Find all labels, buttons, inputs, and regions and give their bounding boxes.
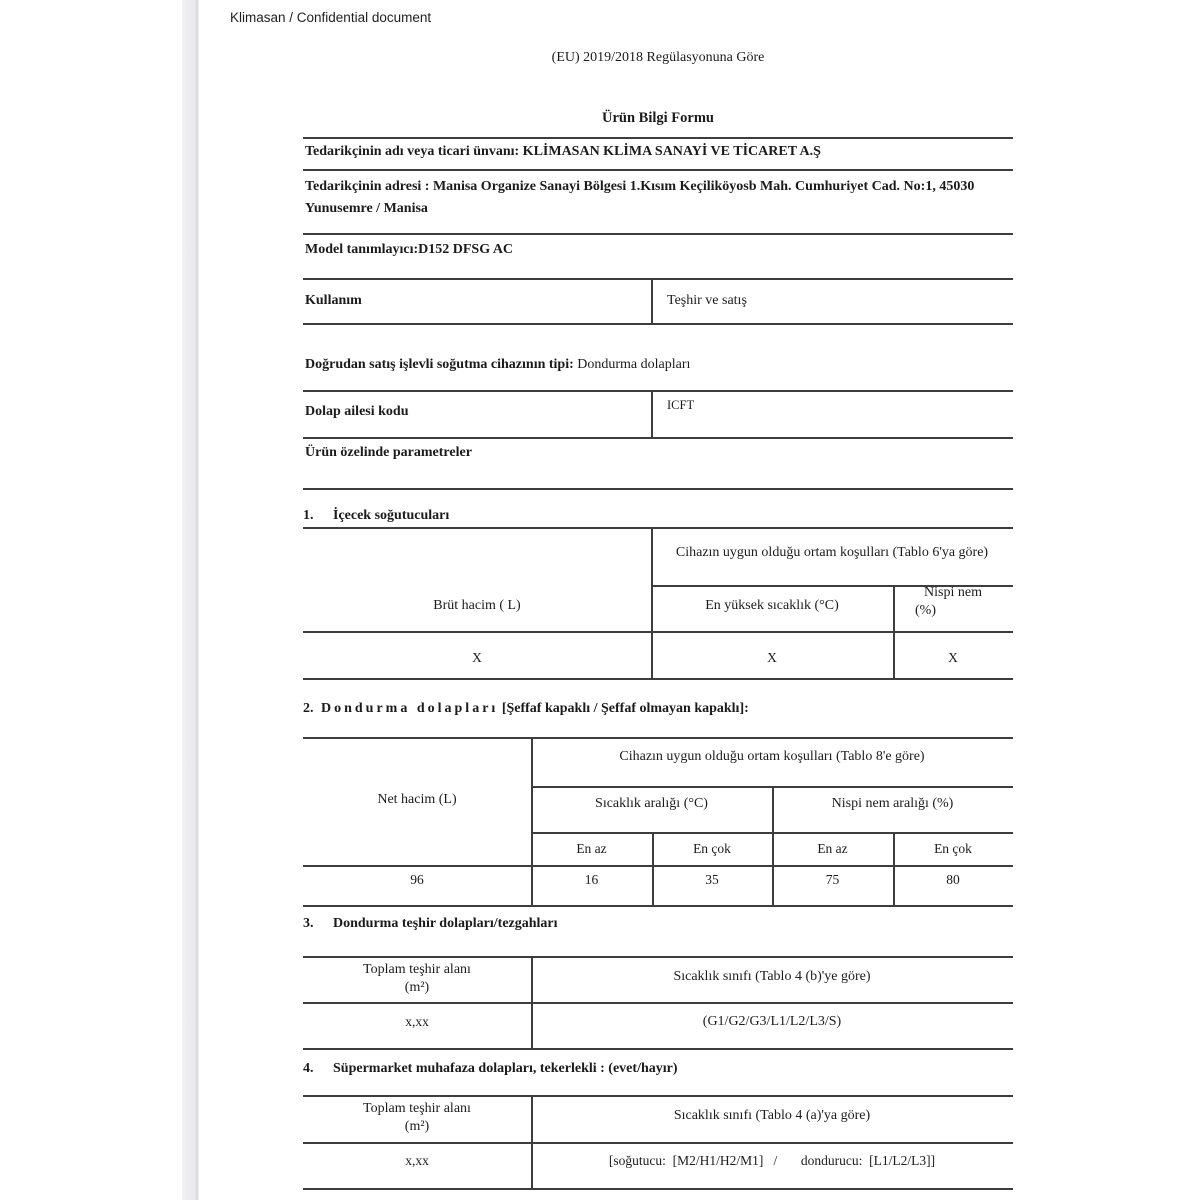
s2-hum-max-header: En çok (934, 841, 972, 856)
s2-value-temp-max: 35 (705, 872, 719, 887)
s4-display-area-header (303, 1100, 531, 1136)
section3-heading: Dondurma teşhir dolapları/tezgahları (333, 916, 558, 931)
table-rule (303, 1095, 1013, 1097)
s1-humidity-header (893, 584, 1013, 620)
s2-temp-min-header: En az (576, 841, 607, 856)
table-rule (303, 905, 1013, 907)
s2-value-temp-min: 16 (584, 872, 599, 887)
s2-humidity-range-header: Nispi nem aralığı (%) (831, 796, 954, 811)
section4-number: 4. (303, 1061, 314, 1076)
section2-heading-spaced: Dondurma dolapları (321, 701, 499, 716)
s2-hum-min-header: En az (817, 841, 848, 856)
s1-value-max-temp: X (767, 650, 777, 665)
model-identifier-row: Model tanımlayıcı:D152 DFSG AC (305, 242, 514, 257)
s4-display-area-line1: Toplam teşhir alanı (363, 1101, 471, 1116)
section2-heading-rest: [Şeffaf kapaklı / Şeffaf olmayan kapaklı]: (501, 701, 749, 716)
table-rule (303, 1142, 1013, 1144)
page-gutter-strip (182, 0, 199, 1200)
table-rule (303, 233, 1013, 235)
s3-value-display-area: x,xx (405, 1014, 429, 1029)
page-title: Ürün Bilgi Formu (602, 110, 714, 126)
table-rule (303, 1002, 1013, 1004)
supplier-name-row: Tedarikçinin adı veya ticari ünvanı: KLİMASAN KLİMA SANAYİ VE TİCARET A.Ş (305, 144, 821, 159)
s2-value-hum-min: 75 (825, 872, 840, 887)
device-type-label: Doğrudan satış işlevli soğutma cihazının tipi: (305, 357, 574, 372)
table-rule (651, 278, 653, 323)
s4-value-temp-class: [soğutucu: [M2/H1/H2/M1] / dondurucu: [L1/L2/L3]] (608, 1153, 936, 1168)
s2-ambient-conditions-header: Cihazın uygun olduğu ortam koşulları (Tablo 8'e göre) (619, 749, 925, 764)
table-rule (303, 1048, 1013, 1050)
table-rule (303, 527, 1013, 529)
s2-value-net-volume: 96 (410, 872, 424, 887)
table-rule (303, 488, 1013, 490)
section2-number: 2. (303, 701, 314, 716)
table-rule (303, 137, 1013, 139)
s1-ambient-conditions-header: Cihazın uygun olduğu ortam koşulları (Tablo 6'ya göre) (675, 545, 989, 560)
s2-net-volume-header: Net hacim (L) (377, 792, 457, 807)
table-rule (303, 1188, 1013, 1190)
params-heading: Ürün özelinde parametreler (305, 445, 472, 460)
table-rule (303, 278, 1013, 280)
table-rule (651, 390, 653, 437)
s2-temp-range-header: Sıcaklık aralığı (°C) (595, 796, 708, 811)
table-rule (303, 390, 1013, 392)
table-rule (303, 678, 1013, 680)
confidential-header: Klimasan / Confidential document (230, 10, 432, 25)
usage-label-cell: Kullanım (305, 293, 362, 308)
regulation-subtitle: (EU) 2019/2018 Regülasyonuna Göre (551, 50, 765, 65)
table-rule (303, 631, 1013, 633)
s1-max-temp-header: En yüksek sıcaklık (°C) (705, 598, 839, 613)
s4-temp-class-header: Sıcaklık sınıfı (Tablo 4 (a)'ya göre) (673, 1108, 871, 1123)
table-rule (303, 865, 1013, 867)
s1-humidity-header-line1: Nispi nem (924, 585, 982, 600)
s2-temp-max-header: En çok (693, 841, 731, 856)
s3-display-area-line1: Toplam teşhir alanı (363, 962, 471, 977)
section1-number: 1. (303, 508, 314, 523)
section3-number: 3. (303, 916, 314, 931)
s1-humidity-header-line2: (%) (915, 603, 936, 618)
s4-display-area-line2: (m²) (404, 1119, 430, 1134)
s4-value-display-area: x,xx (405, 1153, 429, 1168)
s3-temp-class-header: Sıcaklık sınıfı (Tablo 4 (b)'ye göre) (673, 969, 871, 984)
s3-value-temp-class: (G1/G2/G3/L1/L2/L3/S) (702, 1014, 842, 1029)
supplier-address-row: Tedarikçinin adresi : Manisa Organize Sanayi Bölgesi 1.Kısım Keçiliköyosb Mah. Cumhuriyet Cad. No:1, 45030 Yunusemre / Manisa (305, 179, 975, 216)
table-rule (531, 832, 1013, 834)
s1-value-gross-volume: X (472, 650, 482, 665)
section1-heading: İçecek soğutucuları (333, 508, 450, 523)
s1-value-humidity: X (948, 650, 958, 665)
s3-display-area-line2: (m²) (404, 980, 430, 995)
device-type-value: Dondurma dolapları (577, 357, 691, 372)
table-rule (303, 169, 1013, 171)
family-code-label: Dolap ailesi kodu (305, 404, 409, 419)
table-rule (303, 737, 1013, 739)
table-rule (303, 437, 1013, 439)
usage-value-cell: Teşhir ve satış (667, 293, 747, 308)
s3-display-area-header (303, 961, 531, 997)
s2-value-hum-max: 80 (946, 872, 960, 887)
section4-heading: Süpermarket muhafaza dolapları, tekerlekli : (evet/hayır) (333, 1061, 678, 1076)
s1-gross-volume-header: Brüt hacim ( L) (433, 598, 521, 613)
table-rule (303, 323, 1013, 325)
family-code-value: ICFT (667, 398, 695, 412)
table-rule (303, 956, 1013, 958)
